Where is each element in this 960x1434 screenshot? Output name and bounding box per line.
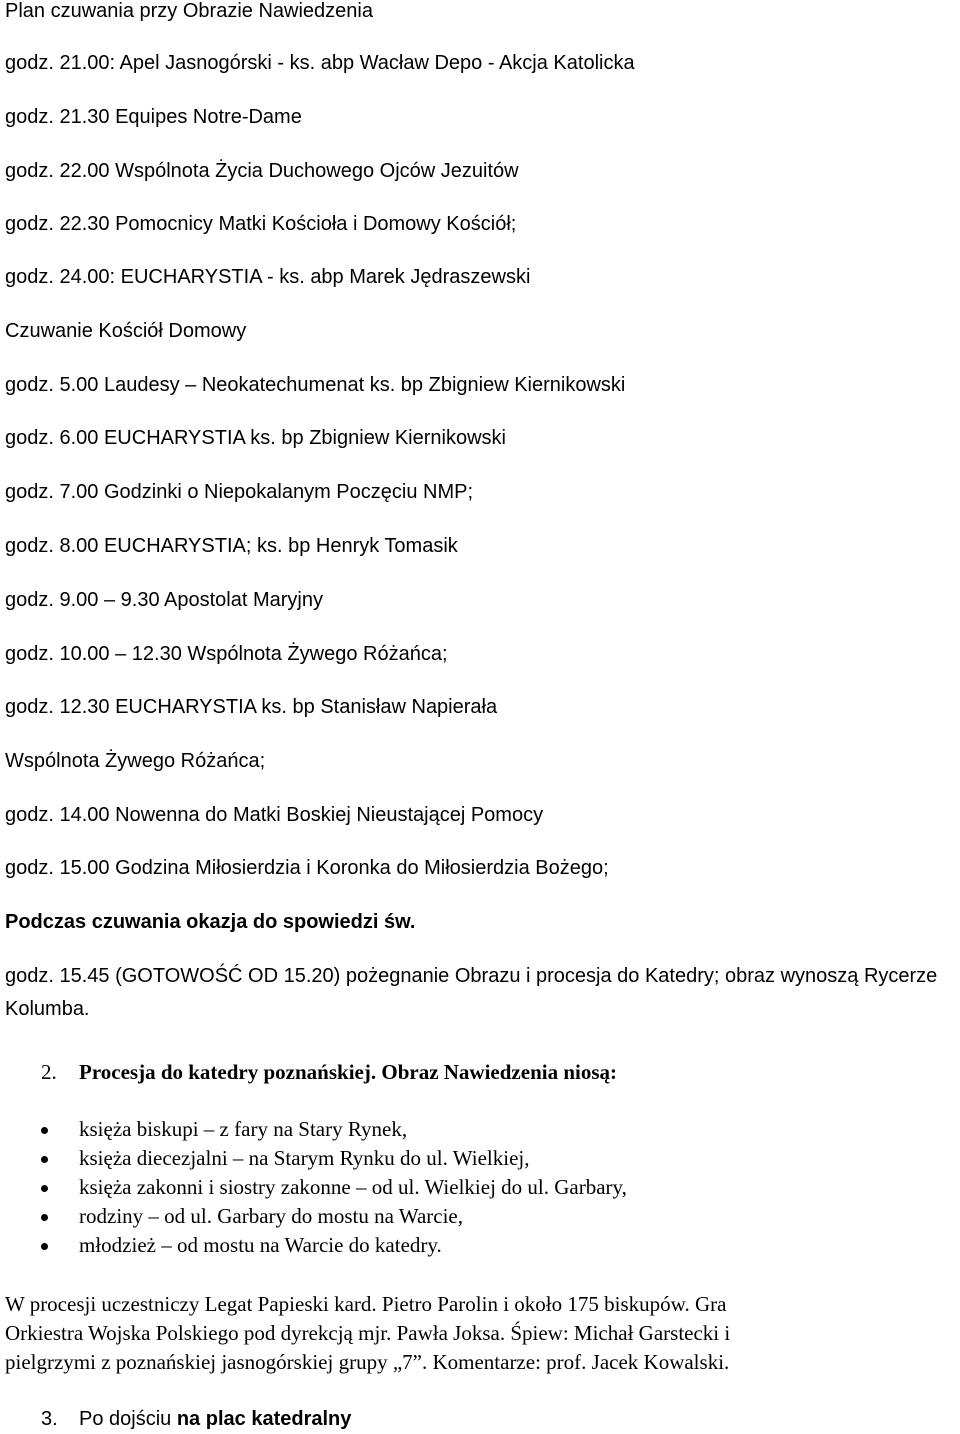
section-title: Procesja do katedry poznańskiej. Obraz Nawiedzenia niosą: xyxy=(79,1060,618,1084)
section3-text-normal: Po dojściu xyxy=(79,1408,172,1430)
schedule-item: godz. 21.00: Apel Jasnogórski - ks. abp Wacław Depo - Akcja Katolicka xyxy=(5,52,635,74)
farewell-line: Kolumba. xyxy=(5,998,90,1020)
list-item-text: młodzież – od mostu na Warcie do katedry. xyxy=(79,1233,442,1257)
schedule-item: godz. 9.00 – 9.30 Apostolat Maryjny xyxy=(5,589,323,611)
bullet-dot xyxy=(41,1127,48,1134)
section-number: 3. xyxy=(41,1408,58,1430)
schedule-item: godz. 10.00 – 12.30 Wspólnota Żywego Różańca; xyxy=(5,643,448,665)
farewell-line: godz. 15.45 (GOTOWOŚĆ OD 15.20) pożegnanie Obrazu i procesja do Katedry; obraz wynoszą Rycerze xyxy=(5,965,938,987)
section3-text xyxy=(79,1408,351,1431)
schedule-item: Czuwanie Kościół Domowy xyxy=(5,320,247,342)
schedule-item: godz. 24.00: EUCHARYSTIA - ks. abp Marek Jędraszewski xyxy=(5,266,531,288)
paragraph-line: pielgrzymi z poznańskiej jasnogórskiej grupy „7”. Komentarze: prof. Jacek Kowalski. xyxy=(5,1350,730,1374)
bullet-dot xyxy=(41,1156,48,1163)
paragraph-line: Orkiestra Wojska Polskiego pod dyrekcją mjr. Pawła Joksa. Śpiew: Michał Garstecki i xyxy=(5,1321,731,1345)
paragraph-line: W procesji uczestniczy Legat Papieski kard. Pietro Parolin i około 175 biskupów. Gra xyxy=(5,1292,727,1316)
schedule-item: godz. 7.00 Godzinki o Niepokalanym Poczęciu NMP; xyxy=(5,481,474,503)
schedule-item: godz. 6.00 EUCHARYSTIA ks. bp Zbigniew Kiernikowski xyxy=(5,427,506,449)
schedule-item: godz. 5.00 Laudesy – Neokatechumenat ks. bp Zbigniew Kiernikowski xyxy=(5,374,626,396)
section-number: 2. xyxy=(41,1060,57,1084)
schedule-item: godz. 15.00 Godzina Miłosierdzia i Koronka do Miłosierdzia Bożego; xyxy=(5,857,609,879)
schedule-item: godz. 8.00 EUCHARYSTIA; ks. bp Henryk Tomasik xyxy=(5,535,458,557)
schedule-item: godz. 22.30 Pomocnicy Matki Kościoła i Domowy Kościół; xyxy=(5,213,517,235)
bullet-dot xyxy=(41,1243,48,1250)
bullet-dot xyxy=(41,1185,48,1192)
list-item-text: księża diecezjalni – na Starym Rynku do ul. Wielkiej, xyxy=(79,1146,530,1170)
schedule-item: godz. 12.30 EUCHARYSTIA ks. bp Stanisław Napierała xyxy=(5,696,498,718)
list-item-text: rodziny – od ul. Garbary do mostu na Warcie, xyxy=(79,1204,463,1228)
schedule-item: godz. 22.00 Wspólnota Życia Duchowego Ojców Jezuitów xyxy=(5,160,519,182)
confession-note: Podczas czuwania okazja do spowiedzi św. xyxy=(5,911,416,933)
list-item-text: księża biskupi – z fary na Stary Rynek, xyxy=(79,1117,408,1141)
page-title: Plan czuwania przy Obrazie Nawiedzenia xyxy=(5,0,373,22)
schedule-item: godz. 21.30 Equipes Notre-Dame xyxy=(5,106,302,128)
list-item-text: księża zakonni i siostry zakonne – od ul. Wielkiej do ul. Garbary, xyxy=(79,1175,627,1199)
section3-text-bold: na plac katedralny xyxy=(176,1408,352,1430)
schedule-item: godz. 14.00 Nowenna do Matki Boskiej Nieustającej Pomocy xyxy=(5,804,544,826)
schedule-item: Wspólnota Żywego Różańca; xyxy=(5,750,266,772)
bullet-dot xyxy=(41,1214,48,1221)
